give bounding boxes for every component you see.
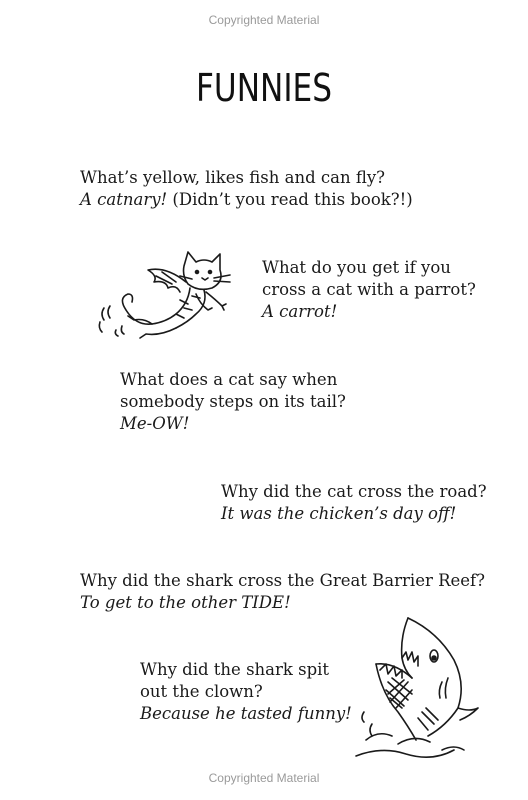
joke-question: What’s yellow, likes fish and can fly? bbox=[80, 168, 386, 187]
watermark-bottom: Copyrighted Material bbox=[208, 771, 320, 785]
joke-answer: It was the chicken’s day off! bbox=[221, 504, 457, 523]
joke-cross-road bbox=[221, 481, 487, 525]
shark-icon bbox=[342, 612, 482, 768]
joke-question-line-1: Why did the shark spit bbox=[140, 660, 330, 679]
joke-shark-clown bbox=[140, 659, 352, 725]
joke-answer: A carrot! bbox=[262, 302, 338, 321]
joke-question-line-1: What do you get if you bbox=[262, 258, 451, 277]
joke-question: Why did the cat cross the road? bbox=[221, 482, 487, 501]
page-title: FUNNIES bbox=[195, 66, 333, 110]
joke-carrot bbox=[262, 257, 476, 323]
joke-question-line-2: out the clown? bbox=[140, 682, 263, 701]
joke-question: Why did the shark cross the Great Barrier Reef? bbox=[80, 571, 485, 590]
joke-aside: (Didn’t you read this book?!) bbox=[167, 190, 413, 209]
joke-answer: A catnary! bbox=[80, 190, 168, 209]
joke-answer: Me-OW! bbox=[120, 414, 190, 433]
joke-answer: To get to the other TIDE! bbox=[80, 593, 291, 612]
joke-question-line-2: somebody steps on its tail? bbox=[120, 392, 346, 411]
joke-question-line-2: cross a cat with a parrot? bbox=[262, 280, 476, 299]
joke-question-line-1: What does a cat say when bbox=[120, 370, 338, 389]
flying-cat-icon bbox=[96, 248, 242, 344]
joke-answer: Because he tasted funny! bbox=[140, 704, 352, 723]
joke-meow bbox=[120, 369, 346, 435]
joke-barrier-reef bbox=[80, 570, 485, 614]
watermark-top: Copyrighted Material bbox=[208, 13, 320, 27]
joke-catnary bbox=[80, 167, 413, 211]
